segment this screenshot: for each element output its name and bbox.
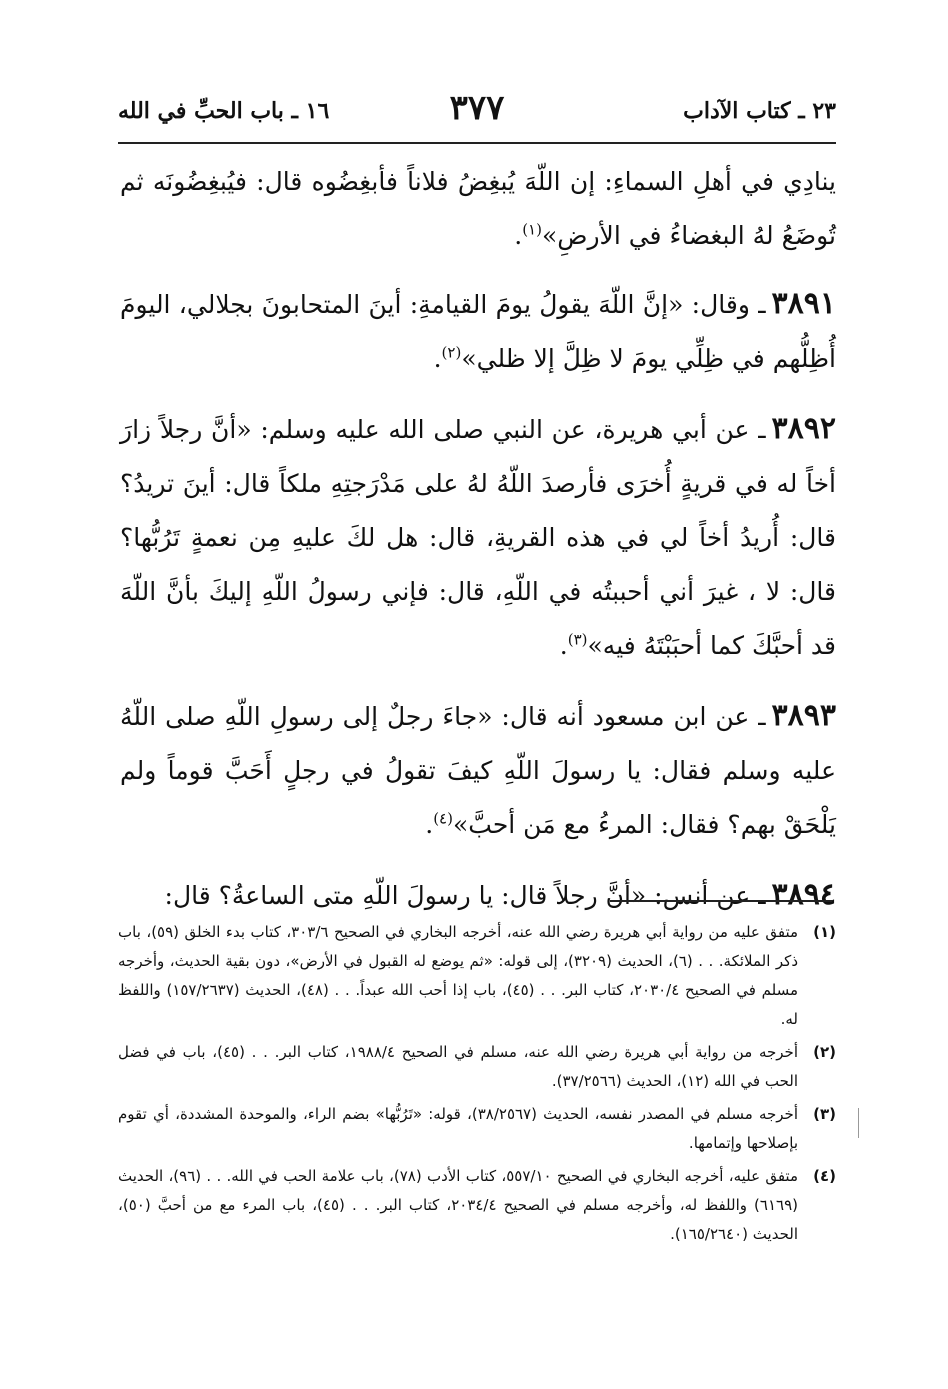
footnote-ref: (٢)	[441, 343, 462, 362]
footnote	[118, 1038, 836, 1096]
header-chapter-title: ١٦ ـ باب الحبِّ في الله	[118, 98, 330, 124]
running-header	[118, 88, 836, 140]
hadith-number: ٣٨٩١	[771, 286, 836, 321]
paragraph-text: ينادِي في أهلِ السماءِ: إن اللّهَ يُبغِضُ فلاناً فأبغِضُوه قال: فيُبغِضُونَه ثم تُوضَعُ لهُ البغضاءُ في الأرضِ»	[120, 167, 836, 250]
footnote-text: متفق عليه، أخرجه البخاري في الصحيح ٥٥٧/١٠، كتاب الأدب (٧٨)، باب علامة الحب في الله. . . (٩٦)، الحديث (٦١٦٩) واللفظ له، وأخرجه مسلم في الصحيح ٢٠٣٤/٤، كتاب البر. . . (٤٥)، باب المرء مع من أحبَّ (٥٠)، الحديث (١٦٥/٢٦٤٠).	[118, 1167, 798, 1243]
footnote-number: (٣)	[813, 1105, 836, 1123]
footnote-ref: (٣)	[567, 630, 588, 649]
footnote-text: أخرجه من رواية أبي هريرة رضي الله عنه، مسلم في الصحيح ١٩٨٨/٤، كتاب البر. . . (٤٥)، باب في فضل الحب في الله (١٢)، الحديث (٣٧/٢٥٦٦).	[118, 1043, 798, 1090]
footnote-ref: (١)	[522, 220, 542, 239]
footnote-text: أخرجه مسلم في المصدر نفسه، الحديث (٣٨/٢٥٦٧)، قوله: «تَرُبُّها» بضم الراء، والموحدة المشددة، أي تقوم بإصلاحها وإتمامها.	[118, 1105, 798, 1152]
hadith-paragraph	[120, 868, 836, 923]
paragraph-text: ـ عن ابن مسعود أنه قال: «جاءَ رجلٌ إلى رسولِ اللّهِ صلى اللّهُ عليه وسلم فقال: يا رسولَ اللّهِ كيفَ تقولُ في رجلٍ أَحَبَّ قوماً ولم يَلْحَقْ بهم؟ فقال: المرءُ مع مَن أحبَّ»	[120, 702, 836, 839]
header-book-title: ٢٣ ـ كتاب الآداب	[683, 98, 836, 124]
paragraph-end: .	[514, 221, 523, 250]
paragraph-text: ـ عن أبي هريرة، عن النبي صلى الله عليه وسلم: «أنَّ رجلاً زارَ أخاً له في قريةٍ أُخرَى فأرصدَ اللّهُ لهُ على مَدْرَجتِهِ ملكاً قال: أينَ تريدُ؟ قال: أُريدُ أخاً لي في هذه القريةِ، قال: هل لكَ عليهِ مِن نعمةٍ تَرُبُّها؟ قال: لا ، غيرَ أني أحببتُه في اللّهِ، قال: فإني رسولُ اللّهِ إليكَ بأنَّ اللّهَ قد أحبَّكَ كما أحبَبْتَهُ فيه»	[120, 415, 836, 660]
hadith-number: ٣٨٩٣	[771, 698, 836, 733]
paragraph-continuation	[120, 155, 836, 263]
footnote-number: (٢)	[813, 1043, 836, 1061]
footnotes	[118, 918, 836, 1253]
hadith-number: ٣٨٩٤	[771, 877, 836, 912]
footnote-number: (١)	[813, 923, 836, 941]
paragraph-end: .	[559, 631, 568, 660]
hadith-paragraph	[120, 402, 836, 673]
hadith-paragraph	[120, 689, 836, 852]
paragraph-end: .	[433, 344, 442, 373]
footnote	[118, 1162, 836, 1249]
paragraph-text: ـ عن أنس: «أنَّ رجلاً قال: يا رسولَ اللّهِ متى الساعةُ؟ قال:	[164, 881, 766, 910]
footnote-text: متفق عليه من رواية أبي هريرة رضي الله عنه، أخرجه البخاري في الصحيح ٣٠٣/٦، كتاب بدء الخلق (٥٩)، باب ذكر الملائكة. . . (٦)، الحديث (٣٢٠٩)، إلى قوله: «ثم يوضع له القبول في الأرض»، دون بقية الحديث، وأخرجه مسلم في الصحيح ٢٠٣٠/٤، كتاب البر. . . (٤٥)، باب إذا أحب الله عبداً. . . (٤٨)، الحديث (١٥٧/٢٦٣٧) واللفظ له.	[118, 923, 799, 1028]
hadith-number: ٣٨٩٢	[771, 411, 836, 446]
footnote-ref: (٤)	[433, 809, 453, 828]
footnote-separator	[610, 900, 832, 902]
footnote	[118, 918, 836, 1034]
main-text	[120, 155, 836, 939]
margin-mark	[858, 1108, 859, 1138]
paragraph-text: ـ وقال: «إنَّ اللّهَ يقولُ يومَ القيامةِ: أينَ المتحابونَ بجلالي، اليومَ أُظِلُّهم في ظِلِّي يومَ لا ظِلَّ إلا ظلي»	[120, 290, 836, 373]
footnote	[118, 1100, 836, 1158]
page-number: ٣٧٧	[449, 88, 505, 128]
paragraph-end: .	[425, 810, 434, 839]
header-rule	[118, 142, 836, 144]
hadith-paragraph	[120, 277, 836, 386]
footnote-number: (٤)	[813, 1167, 836, 1185]
